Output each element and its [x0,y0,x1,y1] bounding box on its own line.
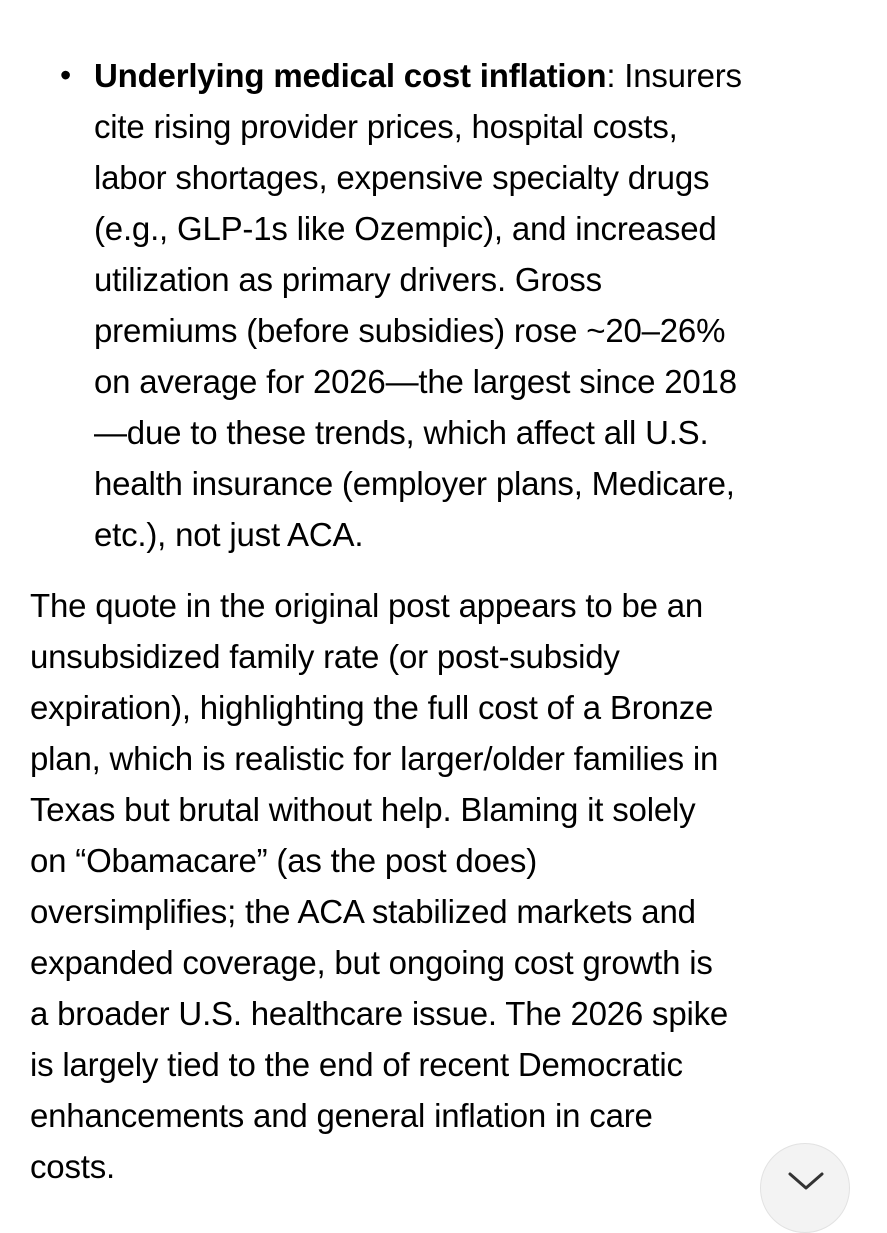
bullet-line: health insurance (employer plans, Medicare, [94,465,735,502]
body-paragraph [30,580,870,1192]
paragraph-line: enhancements and general inflation in care [30,1097,653,1134]
bullet-line: utilization as primary drivers. Gross [94,261,602,298]
bullet-heading: Underlying medical cost inflation [94,57,607,94]
paragraph-line: oversimplifies; the ACA stabilized markets and [30,893,696,930]
paragraph-line: unsubsidized family rate (or post-subsidy [30,638,620,675]
bullet-text [94,50,864,560]
paragraph-line: expanded coverage, but ongoing cost growth is [30,944,713,981]
paragraph-line: costs. [30,1148,115,1185]
paragraph-line: a broader U.S. healthcare issue. The 2026 spike [30,995,729,1032]
paragraph-line: Texas but brutal without help. Blaming it solely [30,791,696,828]
bullet-line: labor shortages, expensive specialty drugs [94,159,710,196]
bullet-line: cite rising provider prices, hospital costs, [94,108,678,145]
bullet-line: premiums (before subsidies) rose ~20–26% [94,312,726,349]
bullet-line: on average for 2026—the largest since 2018 [94,363,737,400]
paragraph-line: plan, which is realistic for larger/older families in [30,740,719,777]
bullet-marker: • [60,57,72,93]
bullet-line: (e.g., GLP-1s like Ozempic), and increased [94,210,717,247]
paragraph-line: on “Obamacare” (as the post does) [30,842,537,879]
bullet-line: etc.), not just ACA. [94,516,364,553]
scroll-down-button[interactable] [760,1143,850,1233]
paragraph-line: is largely tied to the end of recent Democratic [30,1046,683,1083]
bullet-heading-suffix: : Insurers [606,57,742,94]
bullet-line-0 [94,50,864,101]
bullet-line: —due to these trends, which affect all U.S. [94,414,709,451]
chevron-down-icon [786,1166,826,1196]
paragraph-line: expiration), highlighting the full cost of a Bronze [30,689,714,726]
paragraph-line: The quote in the original post appears to be an [30,587,704,624]
